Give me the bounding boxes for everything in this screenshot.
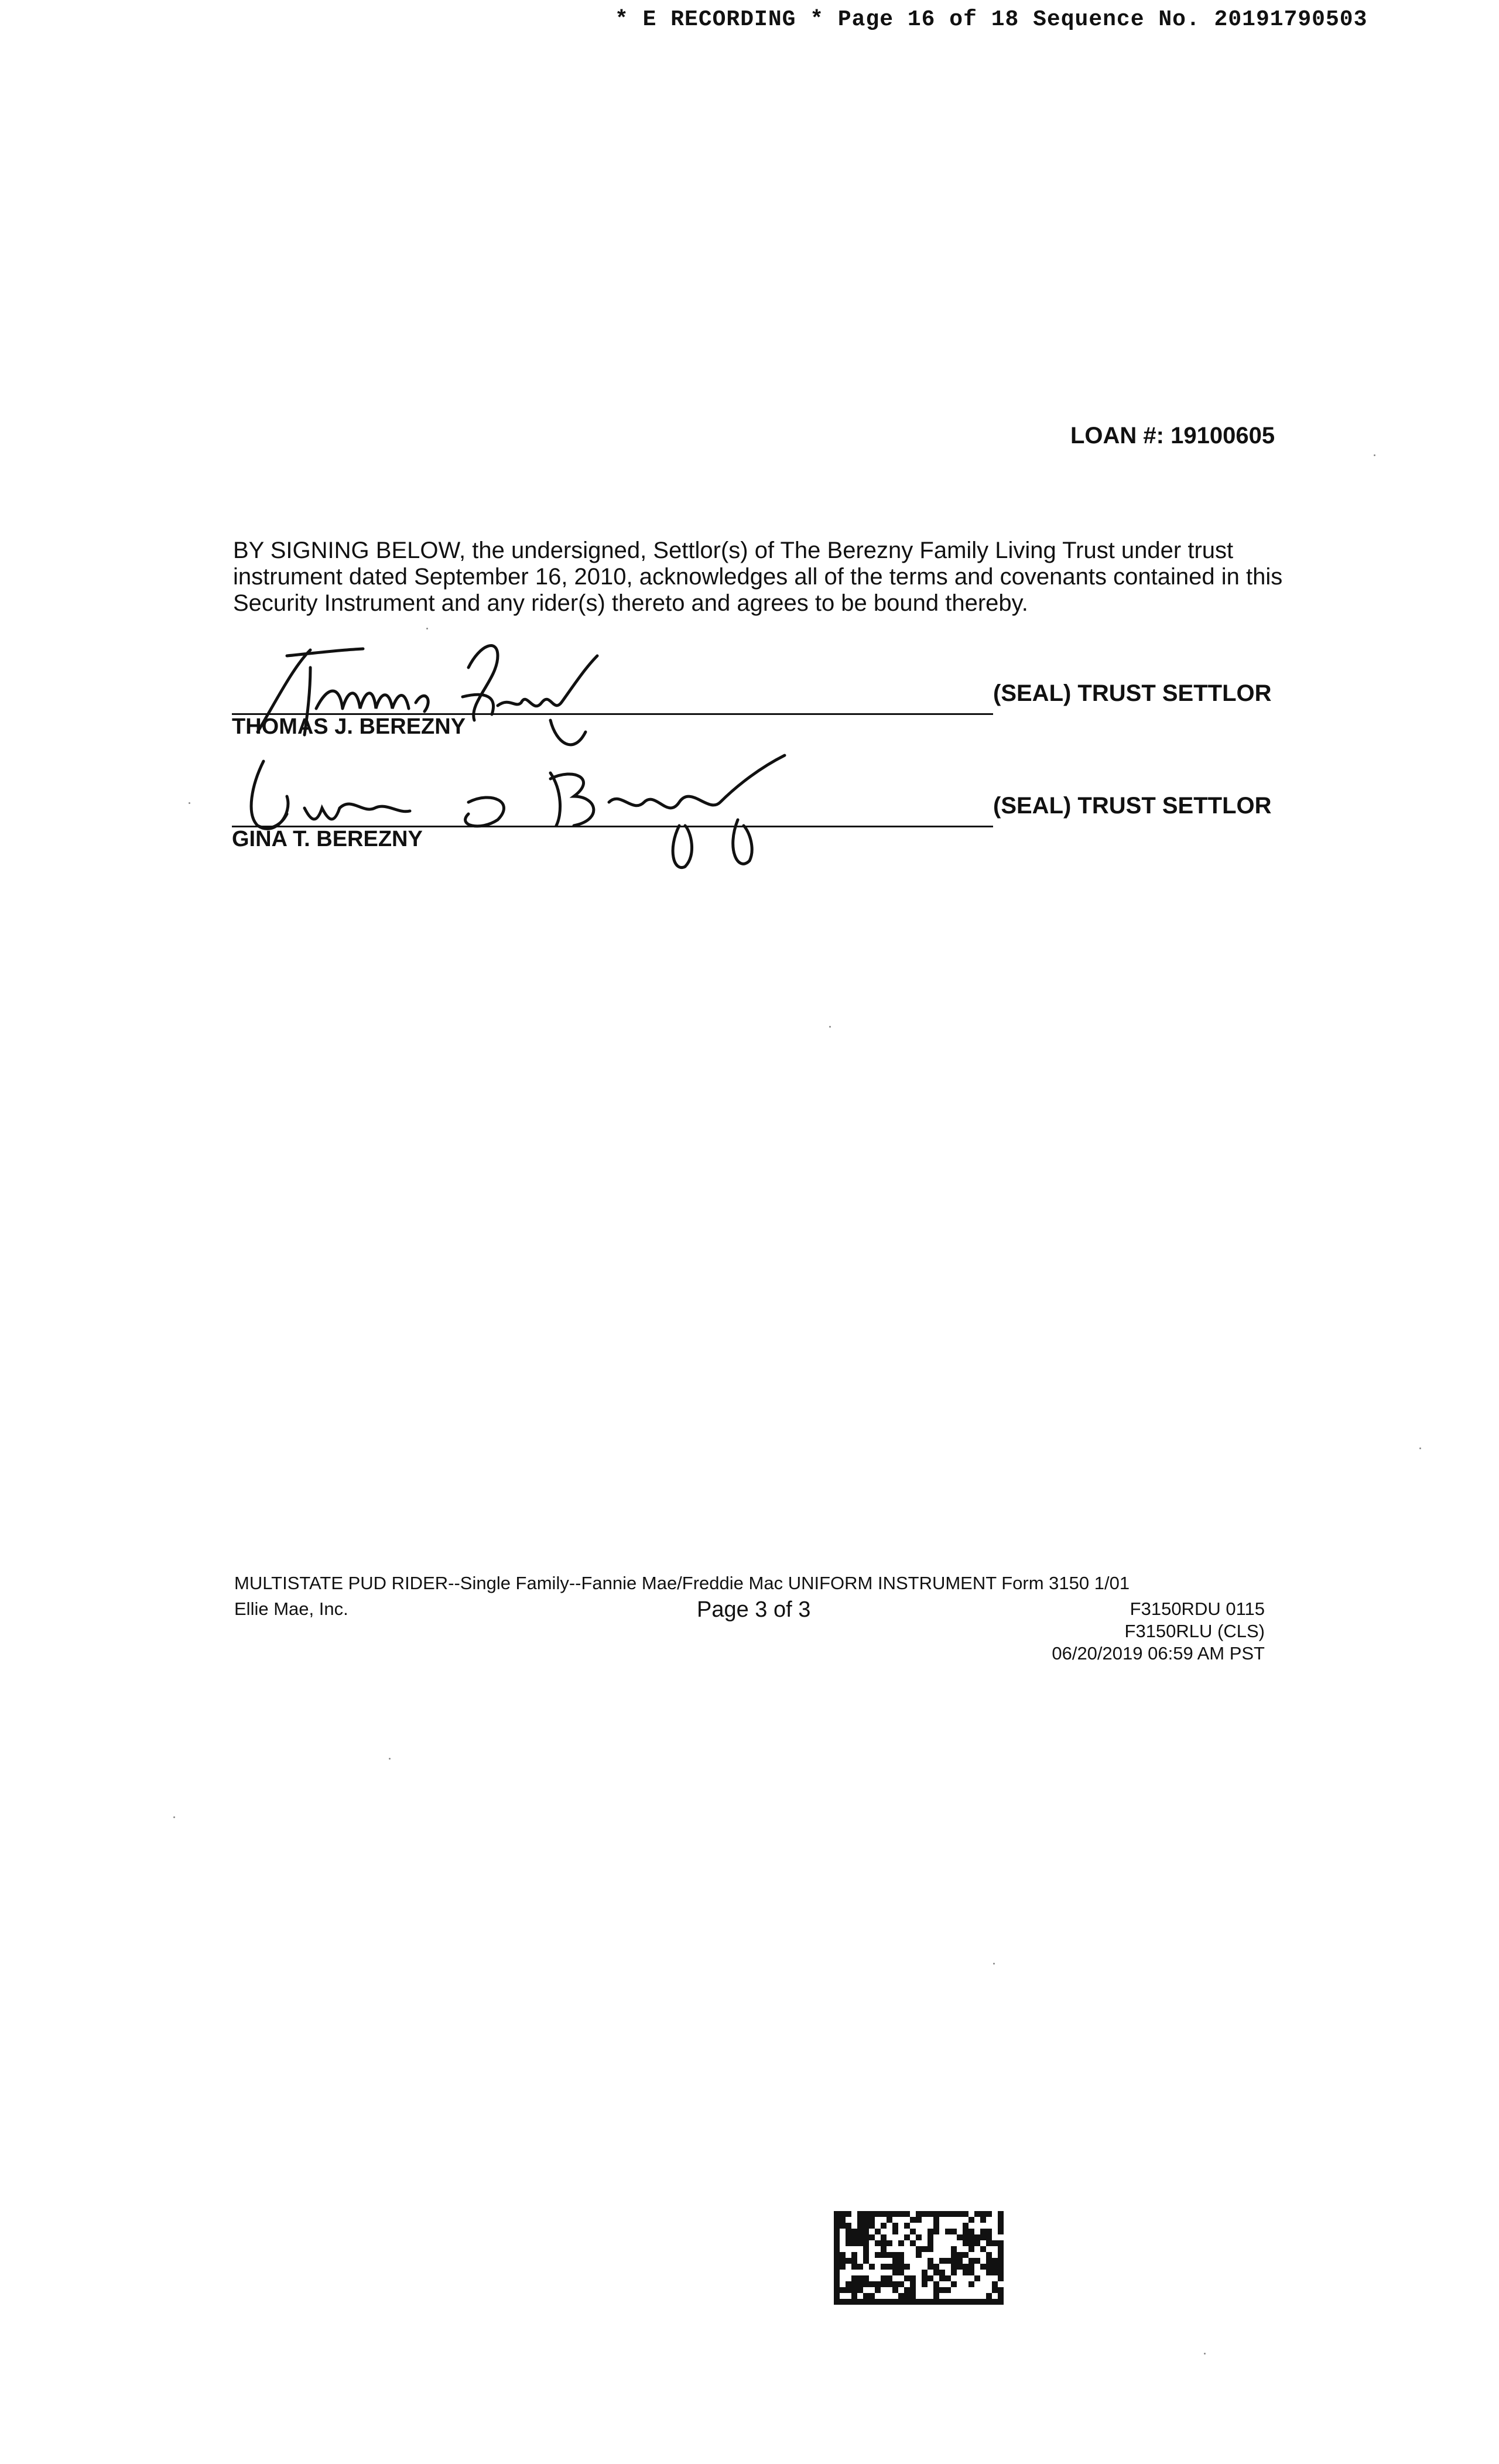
scan-speck [173,1816,175,1818]
scan-speck [1204,2353,1206,2355]
scan-speck [829,1026,831,1028]
scan-speck [993,1963,995,1965]
statement-line: Security Instrument and any rider(s) thereto and agrees to be bound thereby. [233,590,1028,616]
company-name: Ellie Mae, Inc. [234,1599,348,1619]
seal-label: (SEAL) TRUST SETTLOR [993,793,1272,819]
signer-name: GINA T. BEREZNY [232,827,423,851]
signature-gina [223,738,843,878]
signer-name: THOMAS J. BEREZNY [232,714,466,739]
form-title: MULTISTATE PUD RIDER--Single Family--Fannie Mae/Freddie Mac UNIFORM INSTRUMENT Form 3150 1/01 [234,1573,1130,1593]
form-code: F3150RLU (CLS) [1124,1621,1265,1641]
seal-label: (SEAL) TRUST SETTLOR [993,680,1272,706]
print-timestamp: 06/20/2019 06:59 AM PST [1052,1643,1265,1664]
scan-speck [426,628,428,629]
scan-speck [1374,454,1375,456]
scan-speck [1419,1447,1421,1449]
scan-speck [389,1758,391,1760]
loan-number: LOAN #: 19100605 [1070,423,1275,449]
recording-header: * E RECORDING * Page 16 of 18 Sequence No. 20191790503 [615,7,1368,32]
settlor-statement [233,538,1283,617]
statement-line: instrument dated September 16, 2010, acknowledges all of the terms and covenants contained in this [233,564,1283,590]
statement-line: BY SIGNING BELOW, the undersigned, Settlor(s) of The Berezny Family Living Trust under trust [233,538,1234,563]
page-number: Page 3 of 3 [697,1597,811,1622]
scan-speck [189,802,190,804]
datamatrix-barcode [834,2211,1004,2305]
form-code: F3150RDU 0115 [1130,1599,1265,1619]
